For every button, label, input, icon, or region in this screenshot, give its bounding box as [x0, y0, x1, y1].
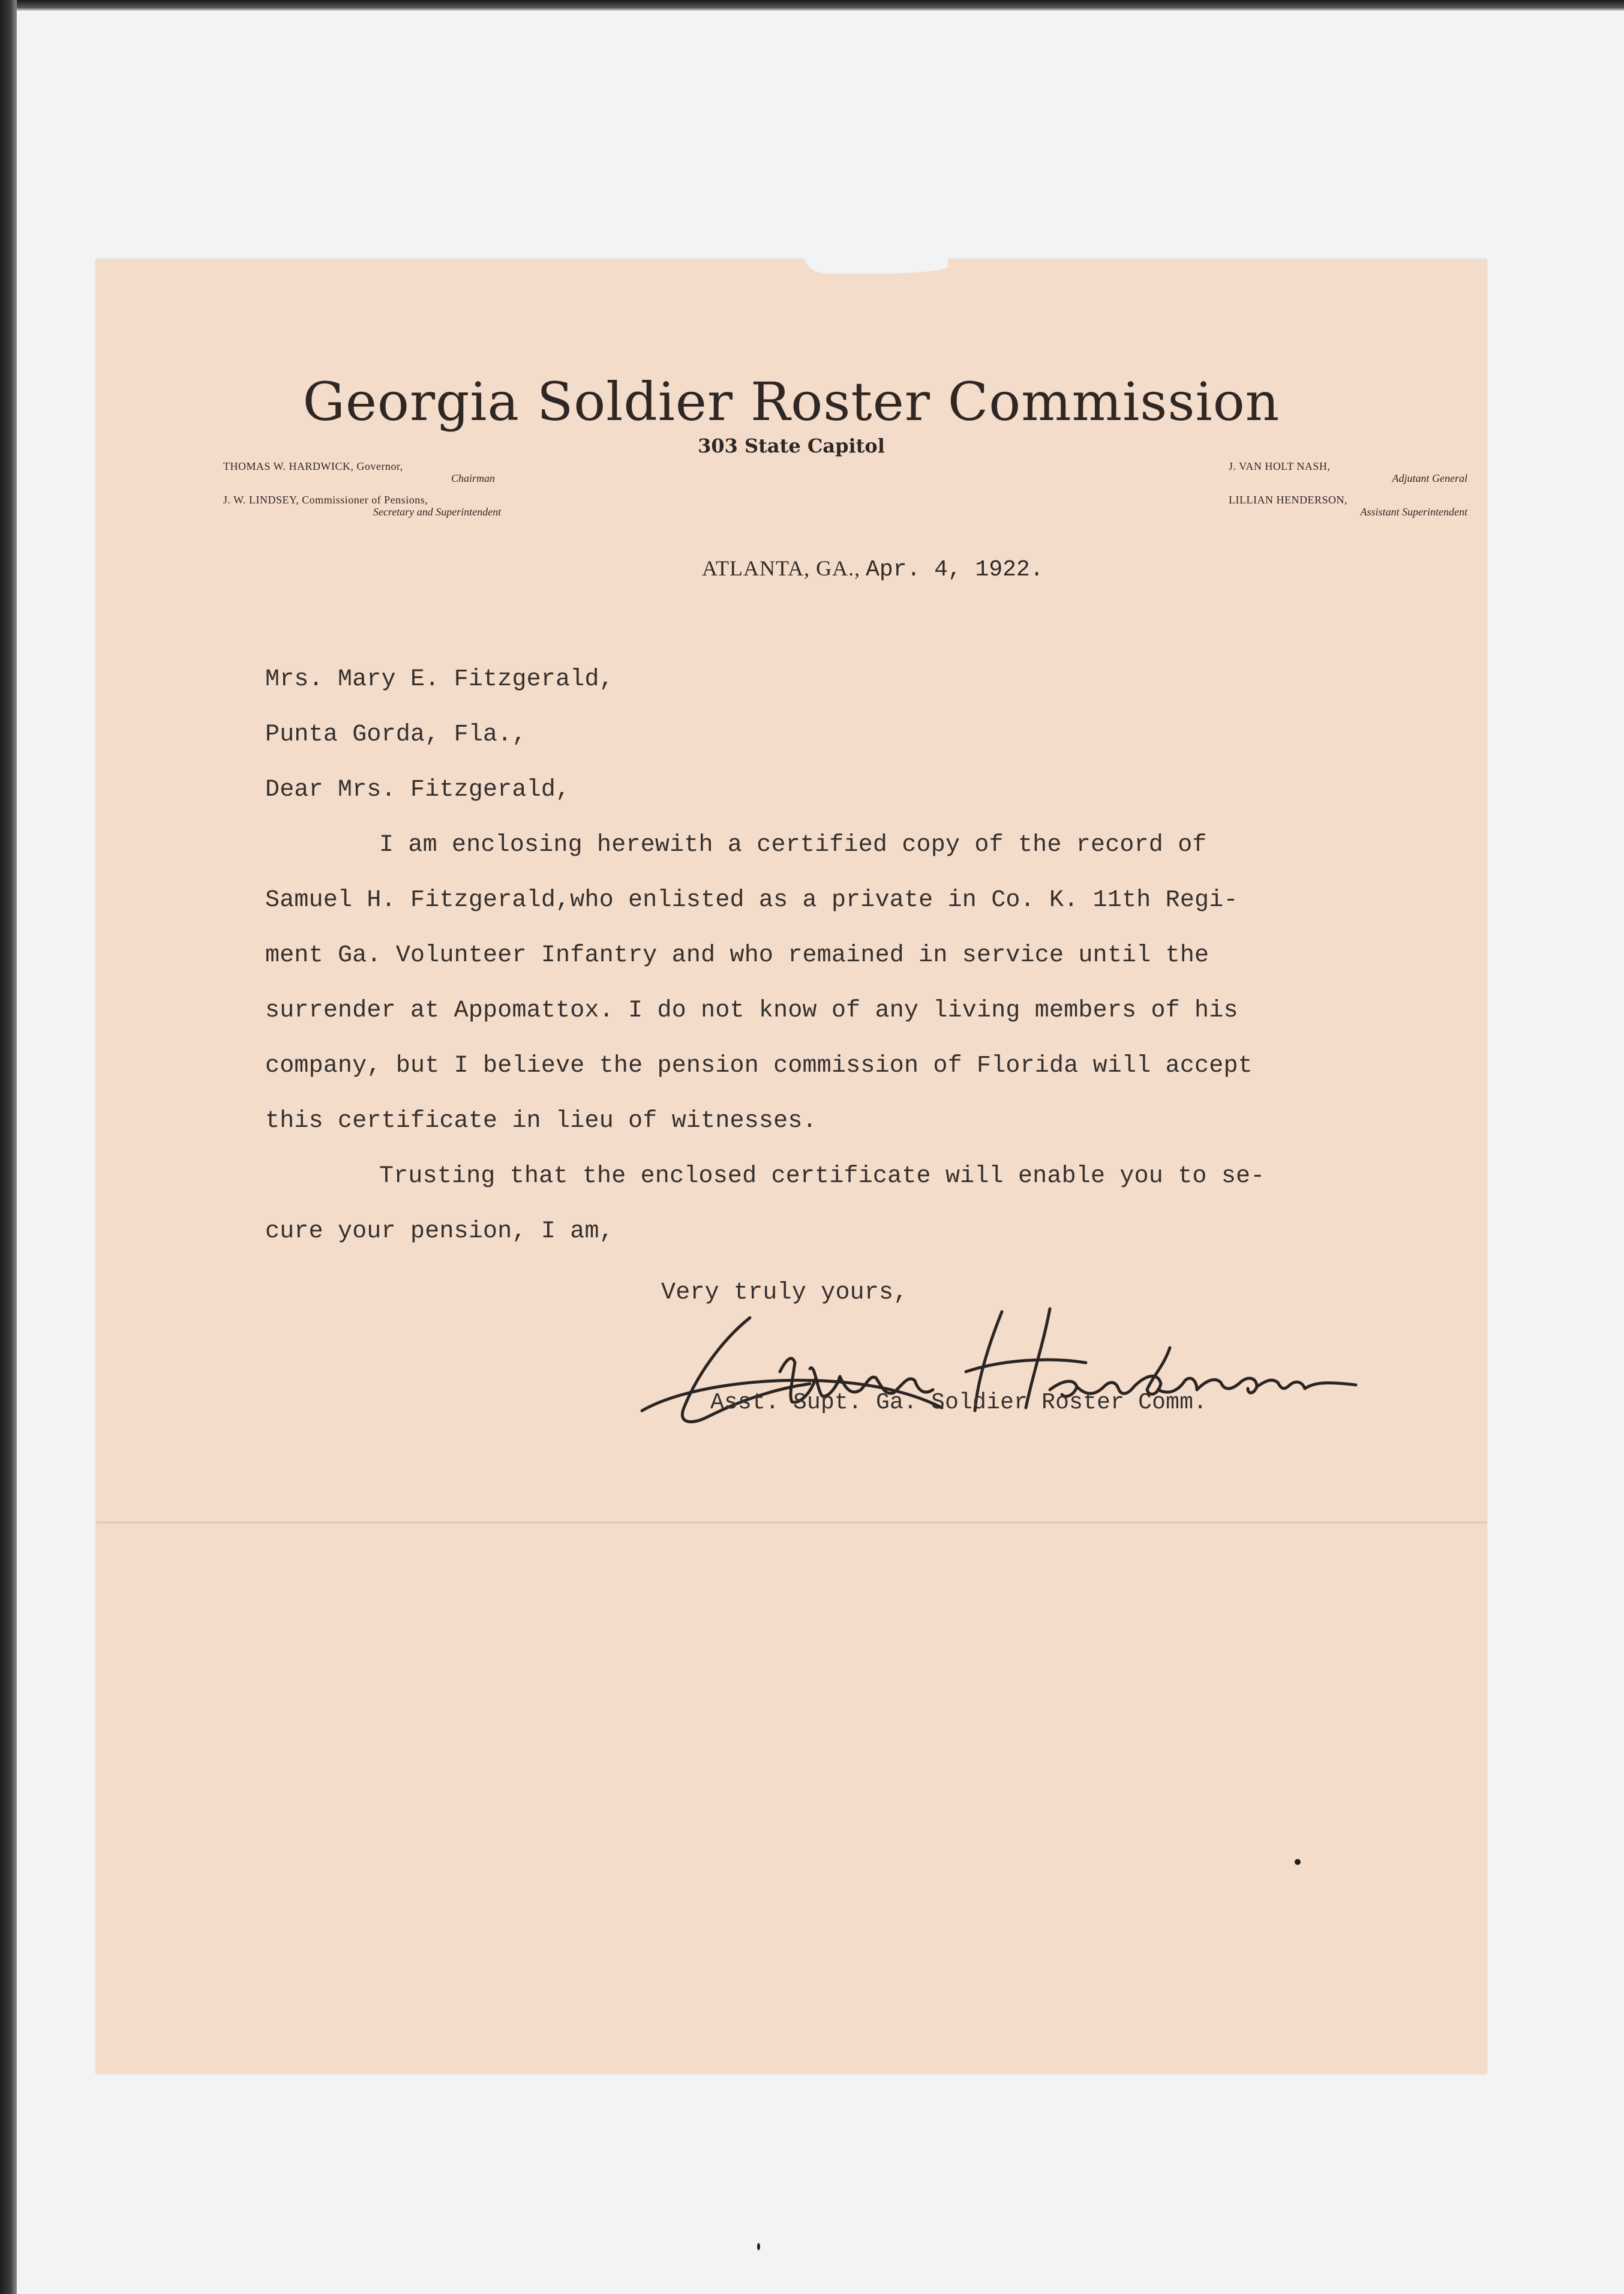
closing: Very truly yours, — [661, 1279, 908, 1306]
body-line: I am enclosing herewith a certified copy of the record of — [379, 832, 1207, 859]
signature-title: Asst. Supt. Ga. Soldier Roster Comm. — [710, 1390, 1208, 1416]
officer-name: THOMAS W. HARDWICK, Governor, — [223, 460, 403, 472]
body-line: cure your pension, I am, — [265, 1218, 614, 1245]
recipient-name: Mrs. Mary E. Fitzgerald, — [265, 666, 614, 693]
torn-edge — [804, 256, 948, 274]
officer-role: Secretary and Superintendent — [373, 505, 502, 518]
body-line: Trusting that the enclosed certificate will enable you to se- — [379, 1163, 1265, 1190]
handwritten-signature — [630, 1306, 1362, 1450]
officer-assistant — [1155, 494, 1467, 518]
officer-role: Chairman — [451, 472, 496, 484]
body-line: ment Ga. Volunteer Infantry and who remained in service until the — [265, 942, 1209, 969]
letterhead-address: 303 State Capitol — [698, 434, 885, 457]
body-line: company, but I believe the pension commission of Florida will accept — [265, 1052, 1253, 1079]
letter-page — [96, 259, 1487, 2074]
officer-name: LILLIAN HENDERSON, — [1229, 494, 1347, 506]
dust-speck — [1295, 1859, 1301, 1865]
letterhead-title: Georgia Soldier Roster Commission — [302, 371, 1280, 433]
dateline — [702, 556, 1044, 583]
officer-name: J. W. LINDSEY, Commissioner of Pensions, — [223, 494, 428, 506]
officer-secretary — [223, 494, 501, 518]
officer-role: Assistant Superintendent — [1360, 505, 1467, 518]
body-line: this certificate in lieu of witnesses. — [265, 1108, 817, 1135]
officer-chairman — [223, 461, 495, 484]
officer-name: J. VAN HOLT NASH, — [1229, 460, 1331, 472]
body-line: surrender at Appomattox. I do not know of any living members of his — [265, 997, 1238, 1024]
dust-speck — [757, 2243, 760, 2250]
officer-role: Adjutant General — [1392, 472, 1467, 484]
recipient-location: Punta Gorda, Fla., — [265, 721, 527, 748]
dateline-place: ATLANTA, GA., — [702, 556, 861, 580]
fold-line — [96, 1522, 1487, 1524]
officer-adjutant — [1155, 461, 1467, 484]
salutation: Dear Mrs. Fitzgerald, — [265, 776, 571, 803]
body-line: Samuel H. Fitzgerald,who enlisted as a private in Co. K. 11th Regi- — [265, 887, 1238, 914]
dateline-date: Apr. 4, 1922. — [866, 557, 1044, 583]
scanner-edge-top — [0, 0, 1624, 11]
scanner-edge-left — [0, 0, 17, 2294]
